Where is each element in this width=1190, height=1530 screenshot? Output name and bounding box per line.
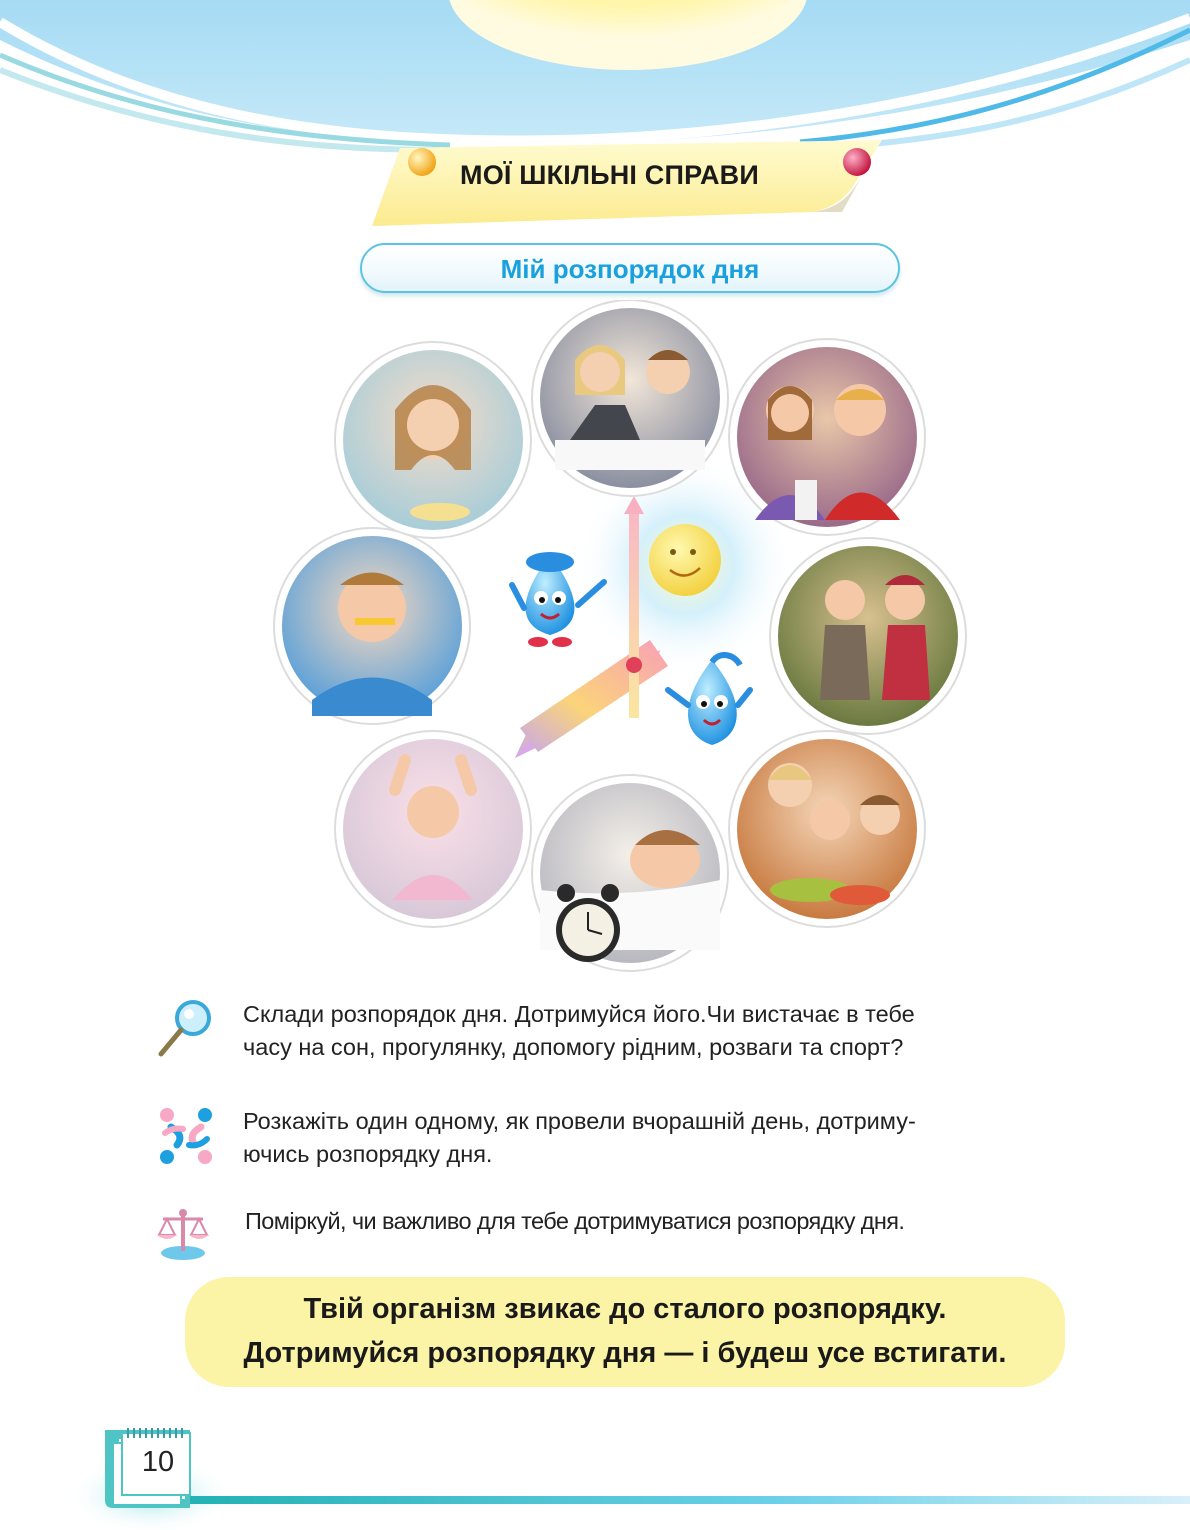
smiling-sun-icon [649, 524, 721, 596]
photo-waking-up [335, 731, 531, 927]
note-line-2: Дотримуйся розпорядку дня — і будеш усе встигати. [243, 1337, 1007, 1369]
clock-center-pin [626, 657, 642, 673]
daily-routine-diagram [0, 300, 1190, 990]
task-text-line: Розкажіть один одному, як провели вчорашній день, дотриму- [243, 1108, 916, 1134]
photo-sleep-alarm-clock [532, 775, 728, 971]
photo-breakfast [335, 342, 531, 538]
photo-brushing-teeth [274, 528, 470, 724]
task-text [243, 1105, 1063, 1171]
task-text-line: Склади розпорядок дня. Дотримуйся його.Чи вистачає в тебе [243, 1001, 915, 1027]
task-text-line: Поміркуй, чи важливо для тебе дотримуватися розпорядку дня. [245, 1208, 905, 1234]
page-number: 10 [141, 1446, 175, 1478]
photo-lessons [532, 300, 728, 496]
red-ball-icon [843, 148, 871, 176]
page-subtitle: Мій розпорядок дня [500, 254, 760, 284]
task-text-line: ючись розпорядку дня. [243, 1141, 493, 1167]
magnifier-icon [155, 998, 215, 1060]
photo-lunch [729, 339, 925, 535]
photo-walk [770, 538, 966, 734]
pair-work-icon [155, 1105, 219, 1169]
scales-icon [155, 1205, 211, 1261]
orange-ball-icon [408, 148, 436, 176]
note-line-1: Твій організм звикає до сталого розпорядку. [303, 1293, 947, 1325]
task-text-line: часу на сон, прогулянку, допомогу рідним, розваги та спорт? [243, 1034, 904, 1060]
photo-family-dinner [729, 731, 925, 927]
task-text [245, 1205, 1065, 1238]
section-title: МОЇ ШКІЛЬНІ СПРАВИ [460, 160, 759, 190]
task-text [243, 998, 1063, 1064]
